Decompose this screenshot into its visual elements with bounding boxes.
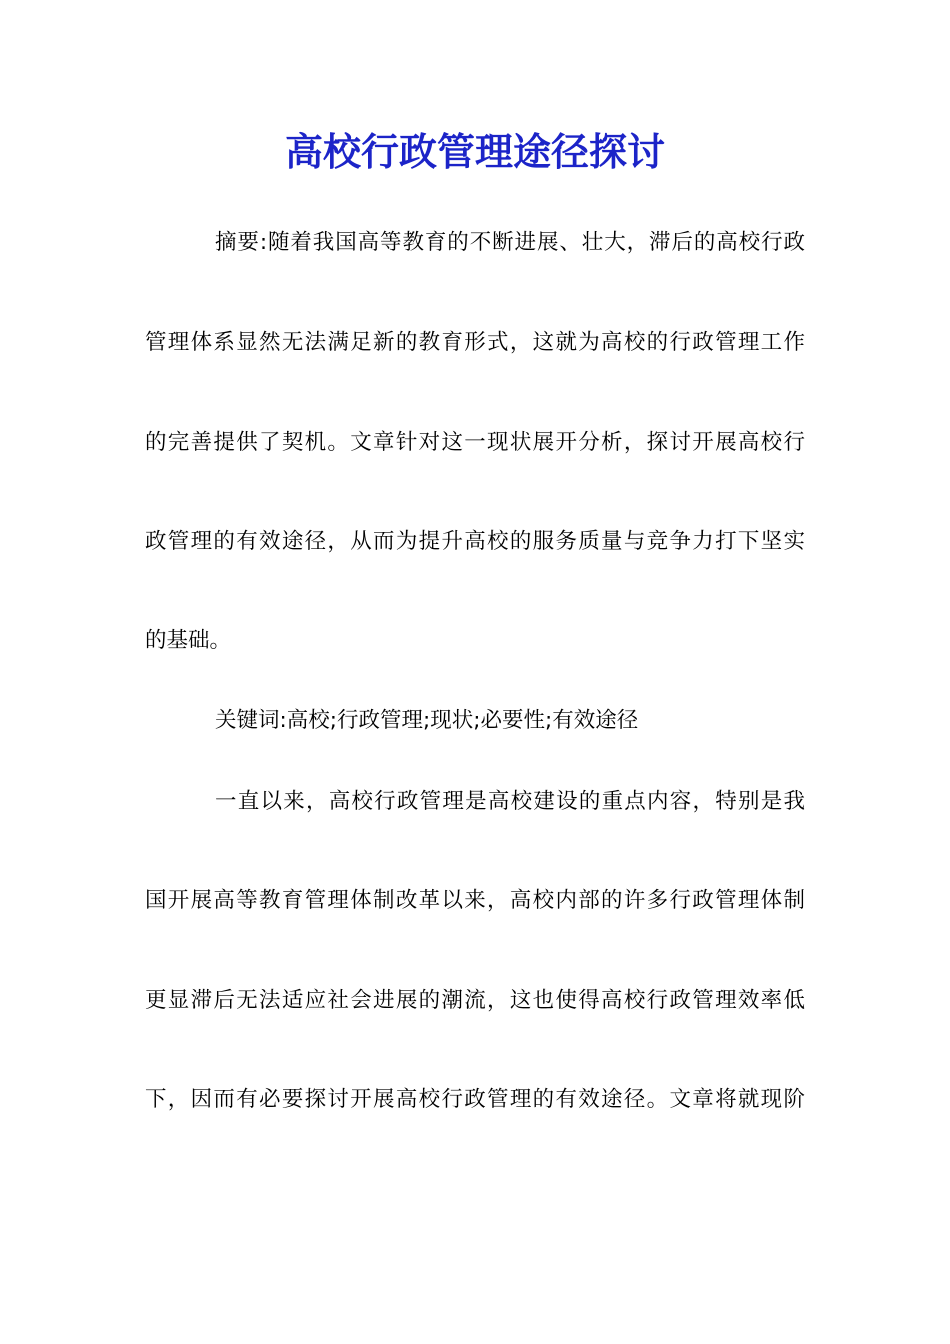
document-title: 高校行政管理途径探讨 <box>284 129 665 174</box>
abstract-line-5: 的基础。 <box>145 628 232 653</box>
body-line-1: 一直以来，高校行政管理是高校建设的重点内容，特别是我 <box>215 789 805 814</box>
abstract-line-3: 的完善提供了契机。文章针对这一现状展开分析，探讨开展高校行 <box>145 430 805 455</box>
abstract-line-1: 摘要:随着我国高等教育的不断进展、壮大，滞后的高校行政 <box>215 230 805 255</box>
body-line-2: 国开展高等教育管理体制改革以来，高校内部的许多行政管理体制 <box>145 888 805 913</box>
abstract-line-2: 管理体系显然无法满足新的教育形式，这就为高校的行政管理工作 <box>145 330 805 355</box>
body-line-4: 下，因而有必要探讨开展高校行政管理的有效途径。文章将就现阶 <box>145 1087 805 1112</box>
body-line-3: 更显滞后无法适应社会进展的潮流，这也使得高校行政管理效率低 <box>145 988 805 1013</box>
abstract-line-4: 政管理的有效途径，从而为提升高校的服务质量与竞争力打下坚实 <box>145 529 805 554</box>
keywords-line: 关键词:高校;行政管理;现状;必要性;有效途径 <box>215 708 639 733</box>
